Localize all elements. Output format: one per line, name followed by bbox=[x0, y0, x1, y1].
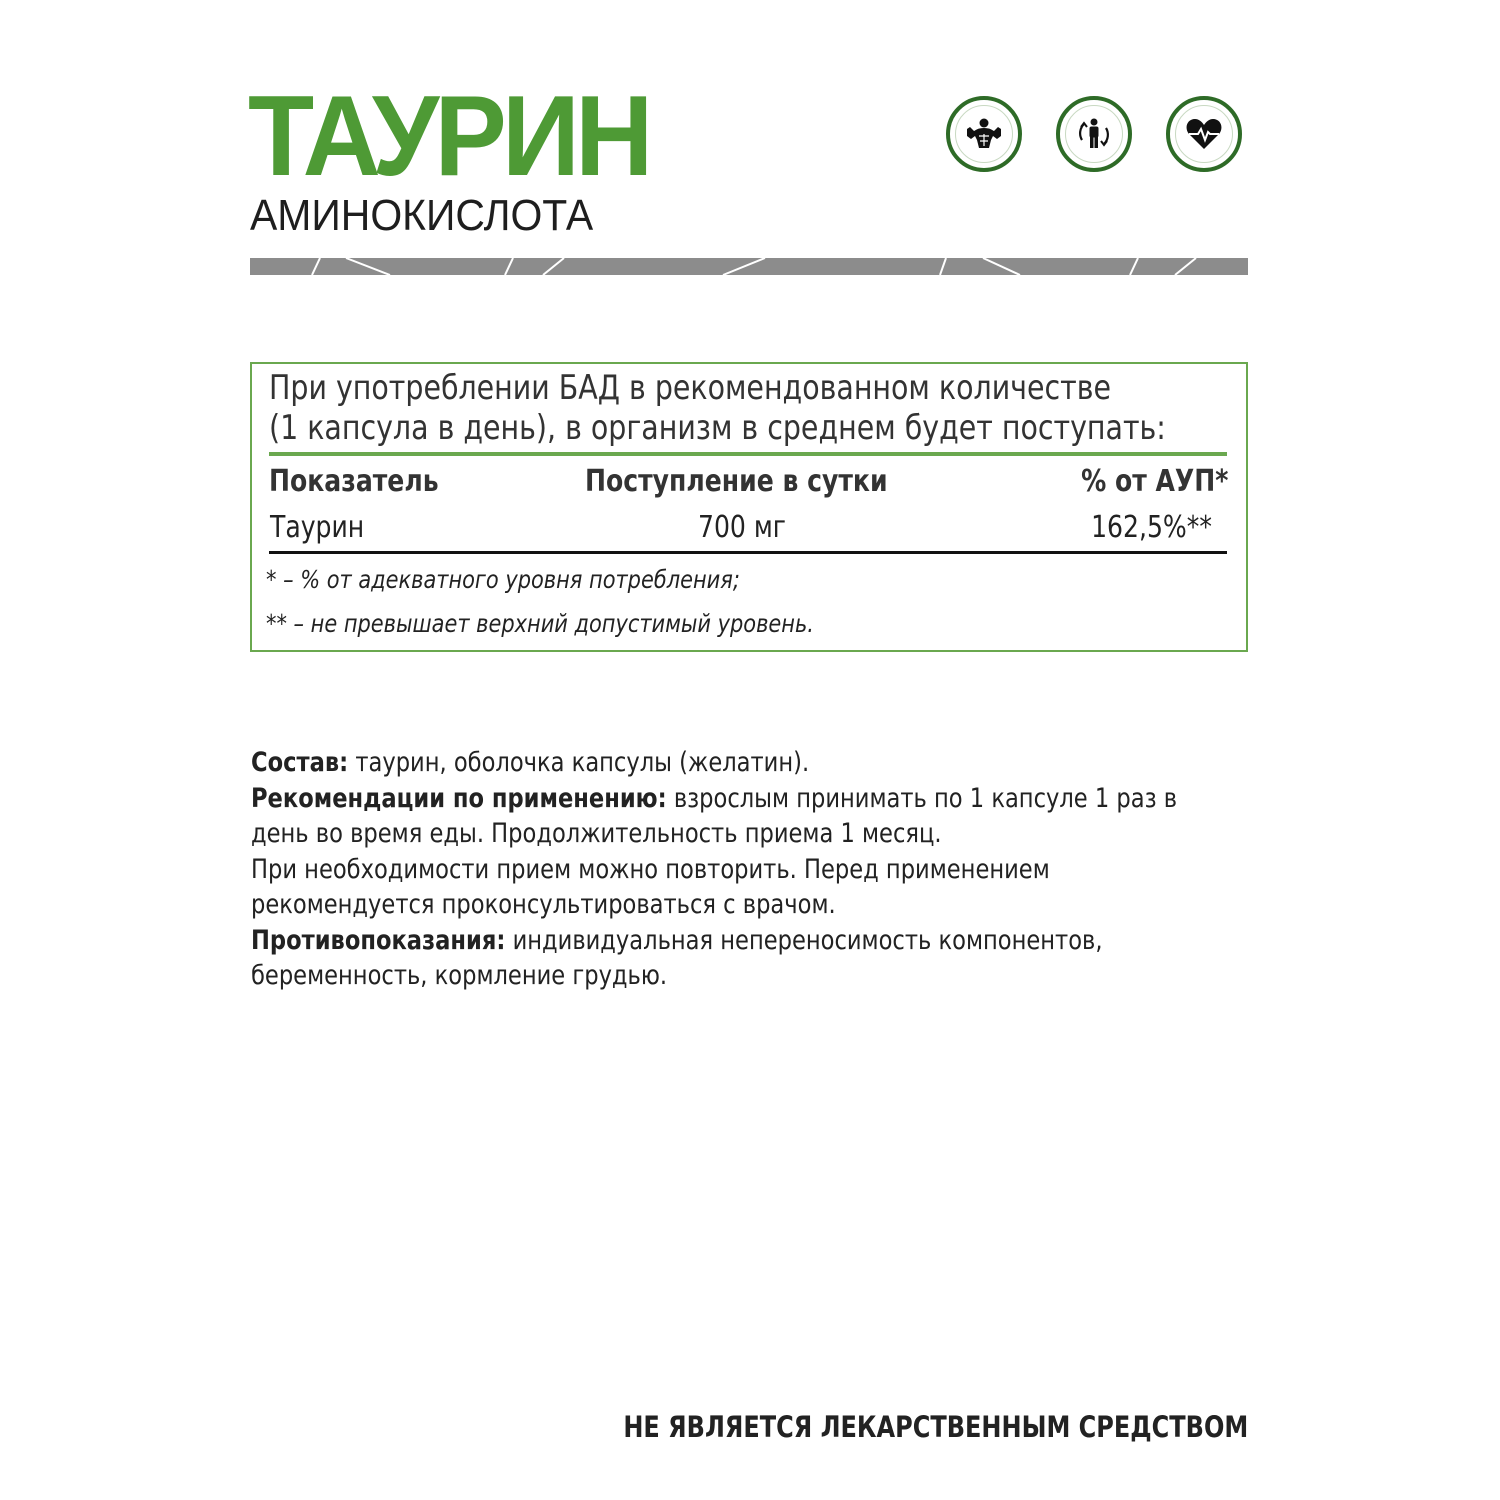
table-cell-name: Таурин bbox=[270, 510, 365, 545]
footnote-1: * – % от адекватного уровня потребления; bbox=[266, 565, 740, 594]
contraindications-label: Противопоказания: bbox=[251, 924, 506, 956]
table-bottom-rule bbox=[269, 551, 1227, 554]
muscle-icon bbox=[946, 96, 1022, 172]
contraindications-line: Противопоказания: индивидуальная непереносимость компонентов, bbox=[251, 924, 1103, 956]
decorative-stripe bbox=[250, 258, 1248, 275]
column-header-percent: % от АУП* bbox=[1080, 464, 1228, 499]
product-subtitle: АМИНОКИСЛОТА bbox=[250, 191, 594, 240]
column-header-indicator: Показатель bbox=[269, 464, 439, 499]
benefit-icons bbox=[946, 96, 1248, 180]
composition-label: Состав: bbox=[251, 747, 349, 778]
usage-label: Рекомендации по применению: bbox=[251, 782, 667, 814]
contraindications-line-2: беременность, кормление грудью. bbox=[251, 960, 668, 991]
heart-icon bbox=[1166, 96, 1242, 172]
usage-line-4: рекомендуется проконсультироваться с врачом. bbox=[251, 889, 836, 920]
disclaimer: НЕ ЯВЛЯЕТСЯ ЛЕКАРСТВЕННЫМ СРЕДСТВОМ bbox=[623, 1410, 1248, 1444]
table-cell-amount: 700 мг bbox=[698, 510, 787, 545]
product-description bbox=[251, 745, 1237, 994]
footnote-2: ** – не превышает верхний допустимый уровень. bbox=[266, 609, 814, 638]
intake-intro: При употреблении БАД в рекомендованном количестве (1 капсула в день), в организм в среднем будет поступать: bbox=[269, 368, 1166, 448]
table-cell-percent: 162,5%** bbox=[1091, 510, 1212, 545]
usage-line-2: день во время еды. Продолжительность приема 1 месяц. bbox=[251, 818, 942, 849]
usage-line-3: При необходимости прием можно повторить. Перед применением bbox=[251, 853, 1050, 885]
usage-line: Рекомендации по применению: взрослым принимать по 1 капсуле 1 раз в bbox=[251, 782, 1178, 814]
product-title: ТАУРИН bbox=[248, 73, 649, 200]
composition-line: Состав: таурин, оболочка капсулы (желатин). bbox=[251, 747, 810, 778]
column-header-daily-intake: Поступление в сутки bbox=[585, 464, 888, 499]
table-top-rule bbox=[269, 452, 1227, 456]
metabolism-icon bbox=[1056, 96, 1132, 172]
